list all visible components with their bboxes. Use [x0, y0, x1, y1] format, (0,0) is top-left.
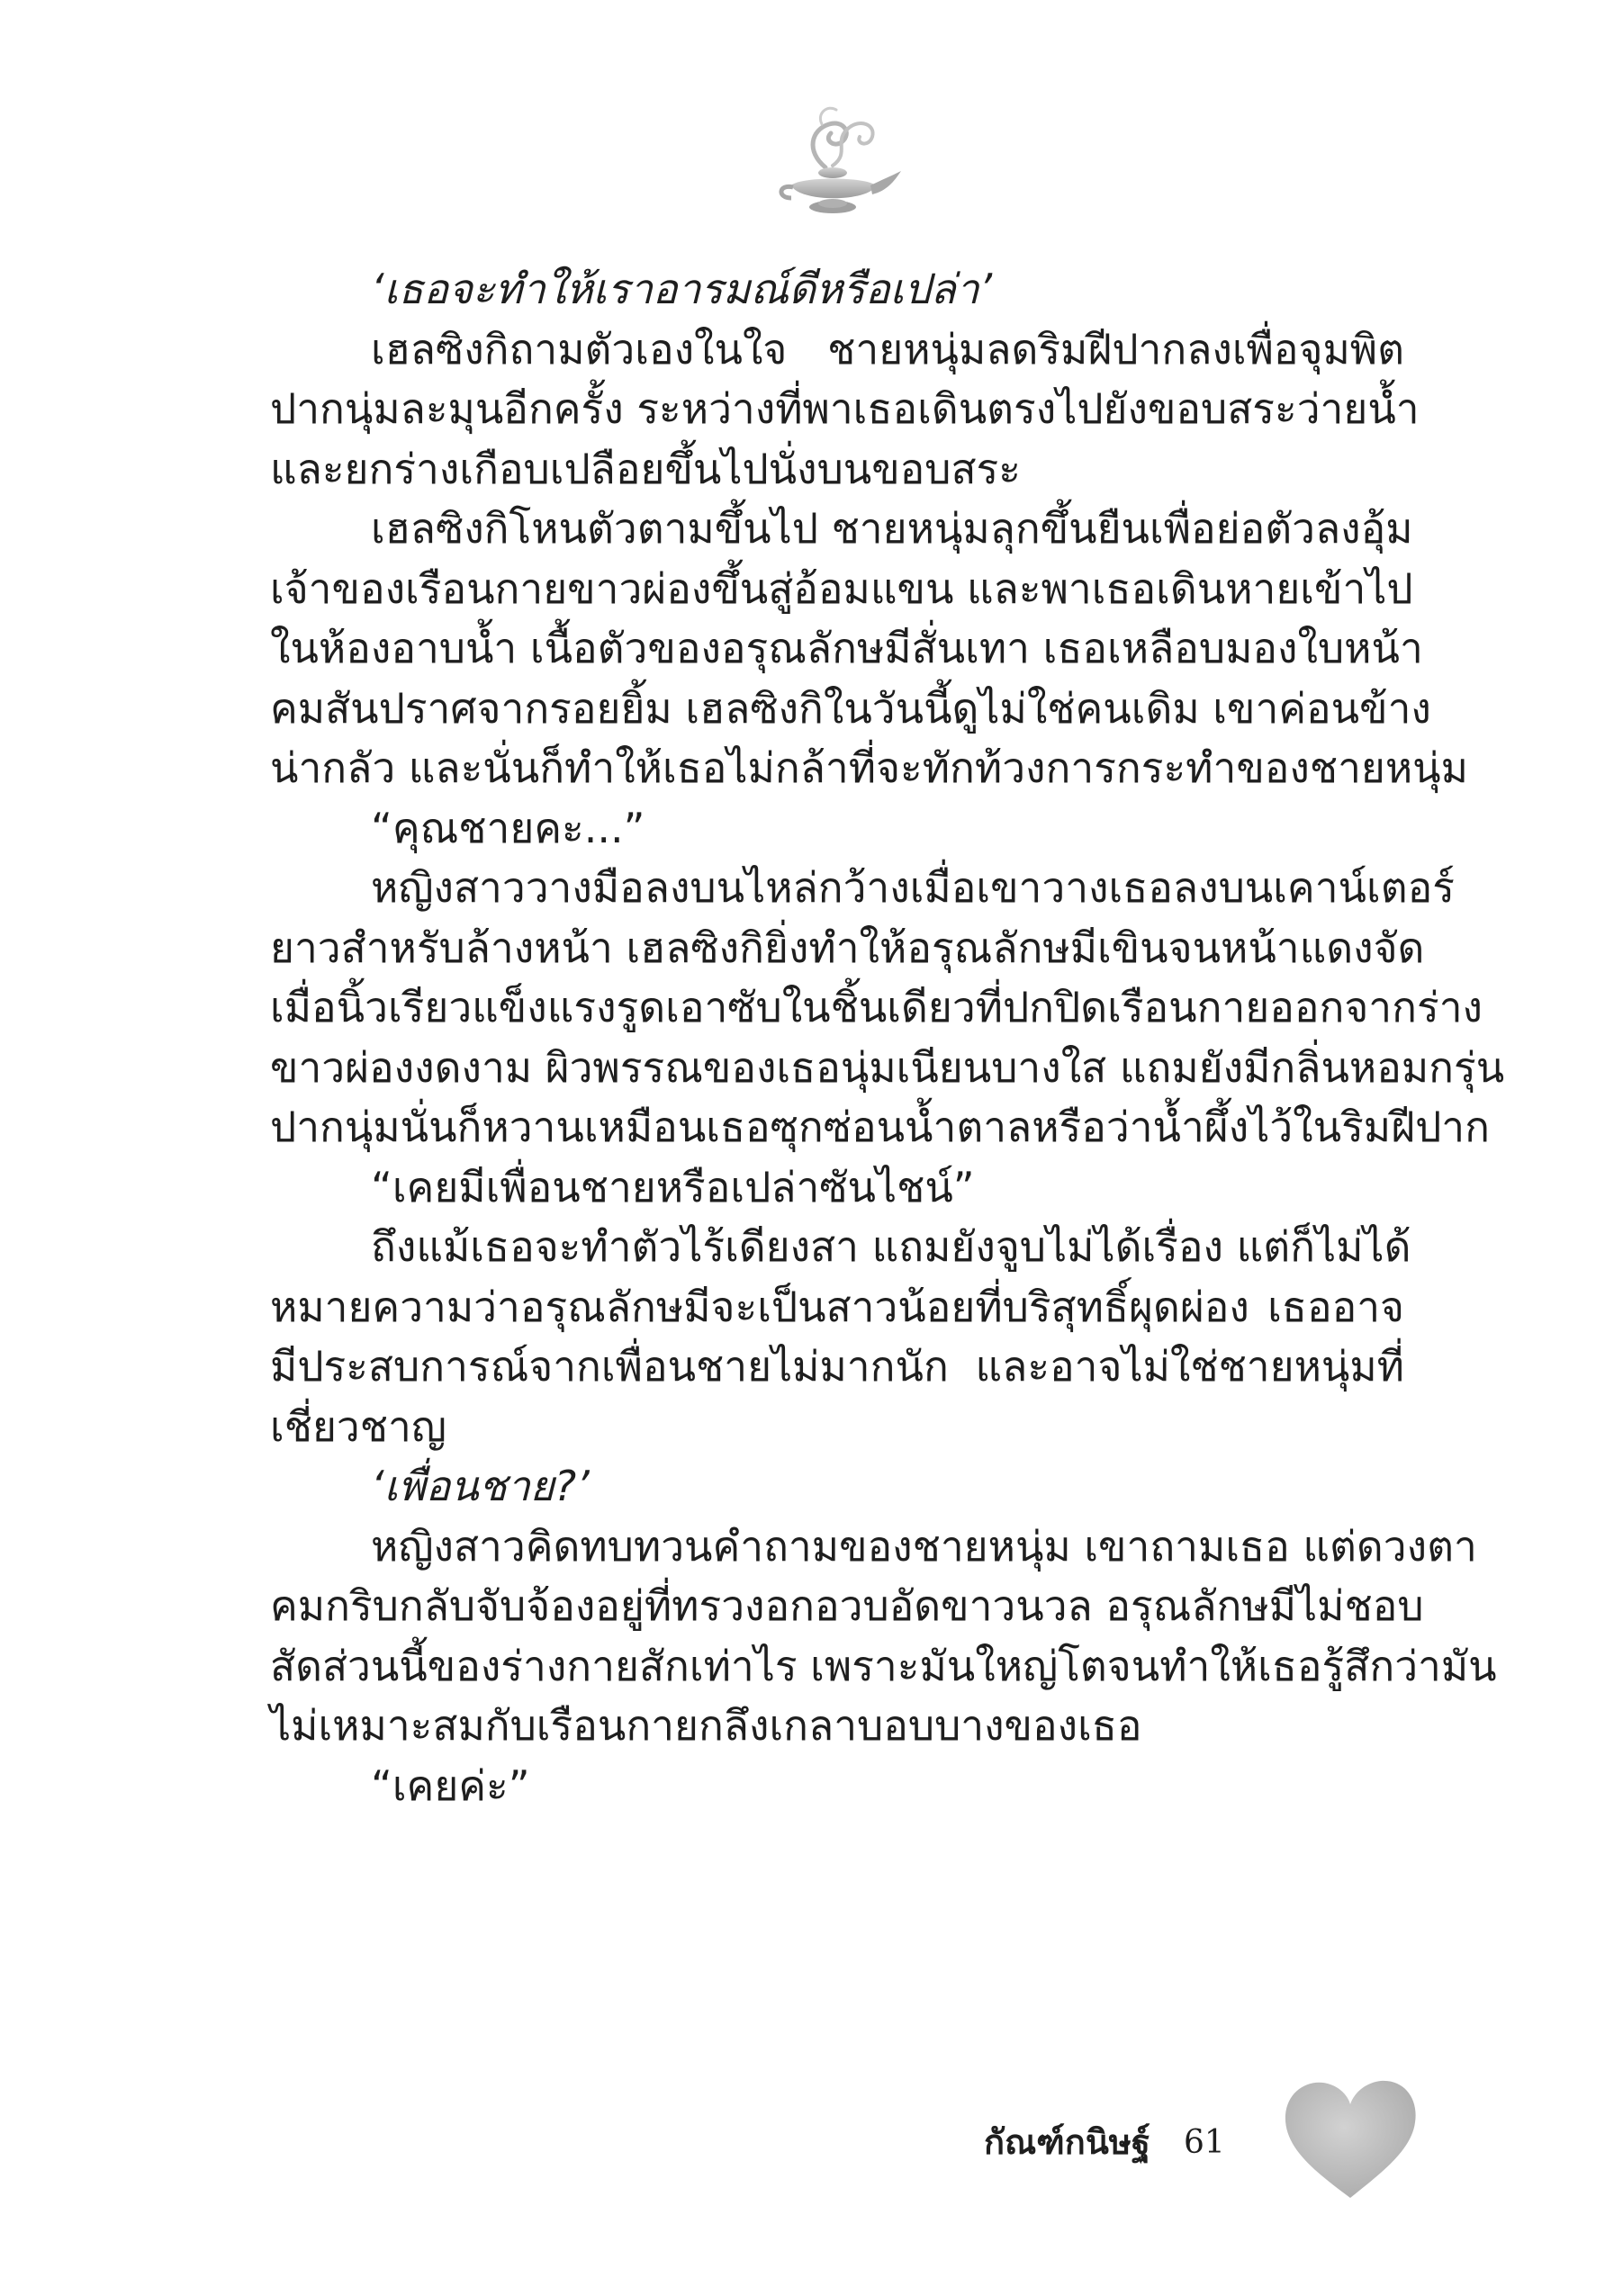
magic-lamp-icon: [770, 97, 905, 232]
text-line: ยาวสำหรับล้างหน้า เฮลซิงกิยิ่งทำให้อรุณลักษมีเขินจนหน้าแดงจัด: [270, 923, 1425, 972]
text-line: เมื่อนิ้วเรียวแข็งแรงรูดเอาซับในชิ้นเดียวที่ปกปิดเรือนกายออกจากร่าง: [270, 983, 1483, 1031]
text-line: ขาวผ่องงดงาม ผิวพรรณของเธอนุ่มเนียนบางใส แถมยังมีกลิ่นหอมกรุ่น: [270, 1042, 1505, 1092]
text-line: ปากนุ่มนั่นก็หวานเหมือนเธอซุกซ่อนน้ำตาลหรือว่าน้ำผึ้งไว้ในริมฝีปาก: [270, 1103, 1490, 1151]
text-line: คมกริบกลับจับจ้องอยู่ที่ทรวงอกอวบอัดขาวนวล อรุณลักษมีไม่ชอบ: [270, 1581, 1424, 1630]
text-line: “เคยค่ะ”: [371, 1760, 530, 1810]
text-line: สัดส่วนนี้ของร่างกายสักเท่าไร เพราะมันใหญ่โตจนทำให้เธอรู้สึกว่ามัน: [270, 1641, 1497, 1690]
text-line: มีประสบการณ์จากเพื่อนชายไม่มากนัก และอาจไม่ใช่ชายหนุ่มที่: [270, 1342, 1404, 1391]
text-line: ในห้องอาบน้ำ เนื้อตัวของอรุณลักษมีสั่นเทา เธอเหลือบมองใบหน้า: [270, 624, 1423, 672]
text-line: เฮลซิงกิโหนตัวตามขึ้นไป ชายหนุ่มลุกขึ้นยืนเพื่อย่อตัวลงอุ้ม: [371, 504, 1413, 553]
body-text: [270, 259, 1505, 1815]
page-number: 61: [1184, 2124, 1225, 2161]
text-line: หญิงสาววางมือลงบนไหล่กว้างเมื่อเขาวางเธอลงบนเคาน์เตอร์: [371, 863, 1455, 912]
text-line: ปากนุ่มละมุนอีกครั้ง ระหว่างที่พาเธอเดินตรงไปยังขอบสระว่ายน้ำ: [270, 384, 1420, 433]
text-line: เชี่ยวชาญ: [270, 1401, 446, 1451]
text-line: “คุณชายคะ...”: [371, 803, 645, 852]
text-line: เฮลซิงกิถามตัวเองในใจ ชายหนุ่มลดริมฝีปากลงเพื่อจุมพิต: [371, 324, 1404, 374]
text-line: หมายความว่าอรุณลักษมีจะเป็นสาวน้อยที่บริสุทธิ์ผุดผ่อง เธออาจ: [270, 1282, 1404, 1331]
text-line: ‘เพื่อนชาย?’: [371, 1462, 590, 1510]
text-line: คมสันปราศจากรอยยิ้ม เฮลซิงกิในวันนี้ดูไม่ใช่คนเดิม เขาค่อนข้าง: [270, 683, 1431, 733]
text-line: น่ากลัว และนั่นก็ทำให้เธอไม่กล้าที่จะทักท้วงการกระทำของชายหนุ่ม: [270, 743, 1468, 792]
text-line: ไม่เหมาะสมกับเรือนกายกลึงเกลาบอบบางของเธอ: [270, 1701, 1142, 1750]
text-line: ถึงแม้เธอจะทำตัวไร้เดียงสา แถมยังจูบไม่ได้เรื่อง แต่ก็ไม่ได้: [371, 1222, 1411, 1271]
text-line: และยกร่างเกือบเปลือยขึ้นไปนั่งบนขอบสระ: [270, 444, 1021, 493]
heart-icon: [1278, 2070, 1422, 2205]
text-line: เจ้าของเรือนกายขาวผ่องขึ้นสู่อ้อมแขน และพาเธอเดินหายเข้าไป: [270, 563, 1413, 613]
text-line: หญิงสาวคิดทบทวนคำถามของชายหนุ่ม เขาถามเธอ แต่ดวงตา: [371, 1521, 1477, 1571]
text-line: ‘เธอจะทำให้เราอารมณ์ดีหรือเปล่า’: [371, 265, 993, 313]
text-line: “เคยมีเพื่อนชายหรือเปล่าซันไชน์”: [371, 1162, 975, 1211]
author-name: กัณฑ์กนิษฐ์: [984, 2122, 1150, 2162]
